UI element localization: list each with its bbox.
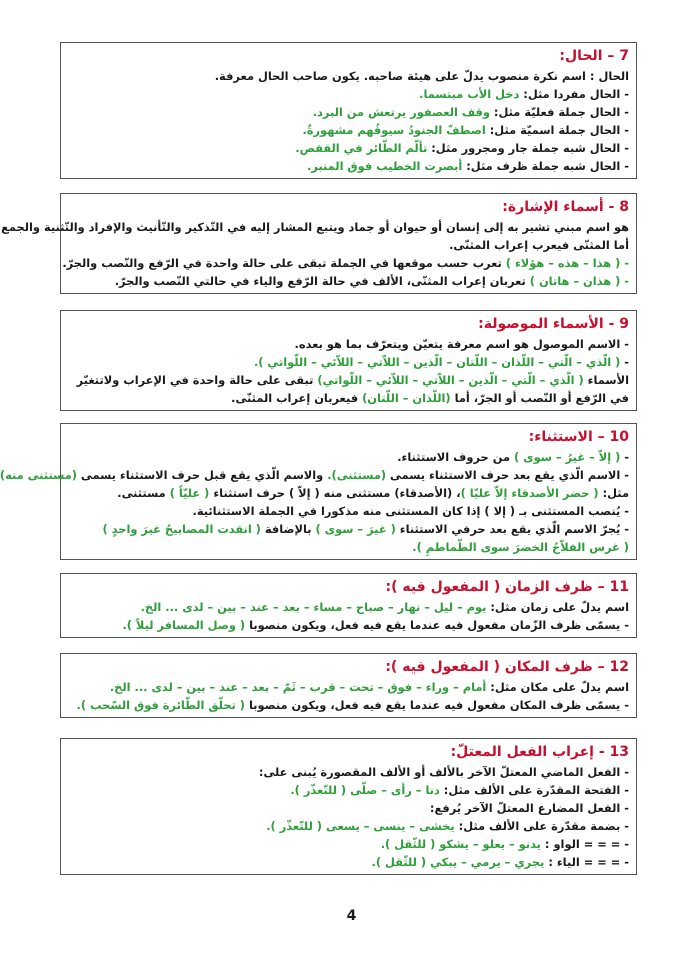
example-text: وقف العصفور يرتعش من البرد. [312,105,490,119]
rule-text: فيعربان إعراب المثنّى. [231,391,363,405]
rule-text: - الفعل الماضي المعتلّ الآخر بالألف أو الألف المقصورة يُبنى على: [258,765,629,779]
rule-text: من حروف الاستثناء. [397,450,515,464]
example-text: (اللّذان – اللّتان) [362,391,451,405]
section-box-11 [60,573,637,638]
section-line [68,678,629,696]
section-line [68,616,629,634]
section-box-10 [0,423,637,560]
section-line [68,335,629,353]
section-line [68,799,629,817]
section-title: 7 – الحال: [559,48,629,64]
section-line [68,763,629,781]
rule-text: - يسمّى ظرف المكان مفعول فيه عندما يقع فيه فعل، ويكون منصوبا [244,698,629,712]
section-box-7 [60,42,637,179]
example-text: يوم – ليل – نهار – صباح – مساء – بعد – عند – بين – لدى ... الخ. [140,600,487,614]
rule-text: - = = = الواو : [540,837,629,851]
rule-text: مستثنى. [117,486,170,500]
section-line [68,696,629,714]
page-number: 4 [346,908,357,924]
rule-text: تعربان إعراب المثنّى، الألف في حالة الرّفع والياء في حالتي النّصب والجرّ. [114,274,530,288]
rule-text: - الحال جملة فعليّة مثل: [489,105,629,119]
section-box-8 [1,193,637,294]
section-line [68,121,629,139]
rule-text: الأسماء [583,373,629,387]
example-text: دنا – رأى – صلّى ( للتّعذّر ). [290,783,440,797]
example-text: - ( هذا – هذه – هؤلاء ) [505,256,629,270]
section-line [68,389,629,407]
section-line [68,272,629,290]
example-text: ( انقدت المصابيحُ غيرَ واحدٍ ) [102,522,261,536]
section-title: 13 - إعراب الفعل المعتلّ: [450,744,629,760]
example-text: ( غرس الفلاّحُ الخضرَ سوى الطّماطمِ ). [412,540,629,554]
rule-text: - [620,450,629,464]
example-text: (مستثنى منه) [0,468,77,482]
rule-text: مثل: [598,486,629,500]
section-box-9 [60,310,637,411]
rule-text: - [620,355,629,369]
section-line [68,448,629,466]
section-title: 9 - الأسماء الموصولة: [478,316,629,332]
example-text: (مستثنى). [327,468,387,482]
example-text: ( وصل المسافر ليلاً ). [122,618,246,632]
section-title: 10 – الاستثناء: [528,429,629,445]
rule-text: ، (الأصدقاء) مستثنى منه ( إلاّ ) حرف استثناء [209,486,461,500]
rule-text: - الحال شبه جملة جار ومجرور مثل: [427,141,629,155]
section-line [62,254,629,272]
rule-text: - الفتحة المقدّرة على الألف مثل: [439,783,629,797]
section-line [68,67,629,85]
rule-text: - يُنصب المستثنى بـ ( إلا ) إذا كان المستثنى منه مذكورا في الجملة الاستثنائية. [192,504,629,518]
example-text: اصطفّ الجنودُ سيوفُهم مشهورةٌ. [302,123,486,137]
example-text: يخشى – ينسى – يسعى ( للتّعذّر ). [266,819,455,833]
example-text: ( غيرَ – سوى ) [315,522,396,536]
section-line [68,157,629,175]
section-line [68,853,629,871]
rule-text: - الفعل المضارع المعتلّ الآخر يُرفع: [429,801,629,815]
rule-text: بالإضافة [260,522,316,536]
section-line [68,598,629,616]
section-line [68,103,629,121]
rule-text: - بضمة مقدّرة على الألف مثل: [454,819,629,833]
section-line [1,218,629,236]
example-text: أمام – وراء – فوق – تحت – قرب – ثَمّ – بعد – عند – بين – لدى ... الخ. [109,680,487,694]
rule-text: - الاسم الموصول هو اسم معرفة يتعيّن ويتعرّف بما هو بعده. [294,337,629,351]
rule-text: - الحال مفردا مثل: [519,87,629,101]
example-text: ( تحلّق الطّائرة فوق السّحب ). [76,698,245,712]
section-line [68,236,629,254]
rule-text: - الحال جملة اسميّة مثل: [485,123,629,137]
section-line [68,817,629,835]
rule-text: تبقى على حالة واحدة في الإعراب ولاتتغيّر [76,373,318,387]
rule-text: تعرب حسب موقعها في الجملة تبقى على حالة واحدة في الرّفع والنّصب والجرّ. [62,256,506,270]
example-text: يجري – يرمي – يبكي ( للثّقل ). [371,855,545,869]
example-text: ( الّذي – الّتي – الّذين – اللاّتي – اللاّئي – اللّواتي) [317,373,584,387]
section-line [68,520,629,538]
rule-text: والاسم الّذي يقع قبل حرف الاستثناء يسمى [76,468,328,482]
section-title: 12 – ظرف المكان ( المفعول فيه ): [385,659,629,675]
section-line [68,85,629,103]
example-text: - ( هذان – هاتان ) [529,274,629,288]
example-text: ( عليّاً ) [169,486,210,500]
rule-text: هو اسم مبني تشير به إلى إنسان أو حيوان أو جماد ويتبع المشار إليه في التّذكير والتّأنيث والإفراد والتّثنية والجمع [1,220,629,234]
section-title: 8 - أسماء الإشارة: [502,199,629,215]
example-text: دخل الأب مبتسما. [419,87,520,101]
section-line [68,538,629,556]
section-box-12 [60,653,637,718]
example-text: أبصرت الخطيب فوق المنبر. [306,159,463,173]
section-line [68,781,629,799]
example-text: ( إلاّ – غيرُ – سوى ) [514,450,621,464]
rule-text: - يسمّى ظرف الزّمان مفعول فيه عندما يقع فيه فعل، ويكون منصوبا [245,618,629,632]
section-line [68,353,629,371]
rule-text: - يُجرّ الاسم الّذي يقع بعد حرفي الاستثناء [395,522,629,536]
rule-text: الحال : اسم نكرة منصوب يدلّ على هيئة صاحبه. يكون صاحب الحال معرفة. [214,69,629,83]
section-line [68,371,629,389]
rule-text: - الاسم الّذي يقع بعد حرف الاستثناء يسمى [386,468,629,482]
example-text: ( حضر الأصدقاء إلاّ عليّا ) [460,486,599,500]
section-line [68,484,629,502]
rule-text: اسم يدلّ على زمان مثل: [486,600,629,614]
rule-text: - = = = الياء : [544,855,629,869]
section-line [68,835,629,853]
rule-text: - الحال شبه جملة ظرف مثل: [462,159,629,173]
example-text: تألّم الطّائر في القفص. [295,141,428,155]
section-line [68,502,629,520]
rule-text: أما المثنّى فيعرب إعراب المثنّى. [449,238,629,252]
example-text: ( الّذي – الّتي – اللّذان – اللّتان – الّذين – اللاّتي – اللاّئي – اللّواتي ). [253,355,621,369]
rule-text: اسم يدلّ على مكان مثل: [486,680,629,694]
section-title: 11 – ظرف الزمان ( المفعول فيه ): [385,579,629,595]
section-line [0,466,629,484]
rule-text: في الرّفع أو النّصب أو الجرّ، أما [450,391,629,405]
example-text: يدنو – يعلو – يشكو ( للثّقل ). [380,837,541,851]
section-line [68,139,629,157]
section-box-13 [60,738,637,875]
